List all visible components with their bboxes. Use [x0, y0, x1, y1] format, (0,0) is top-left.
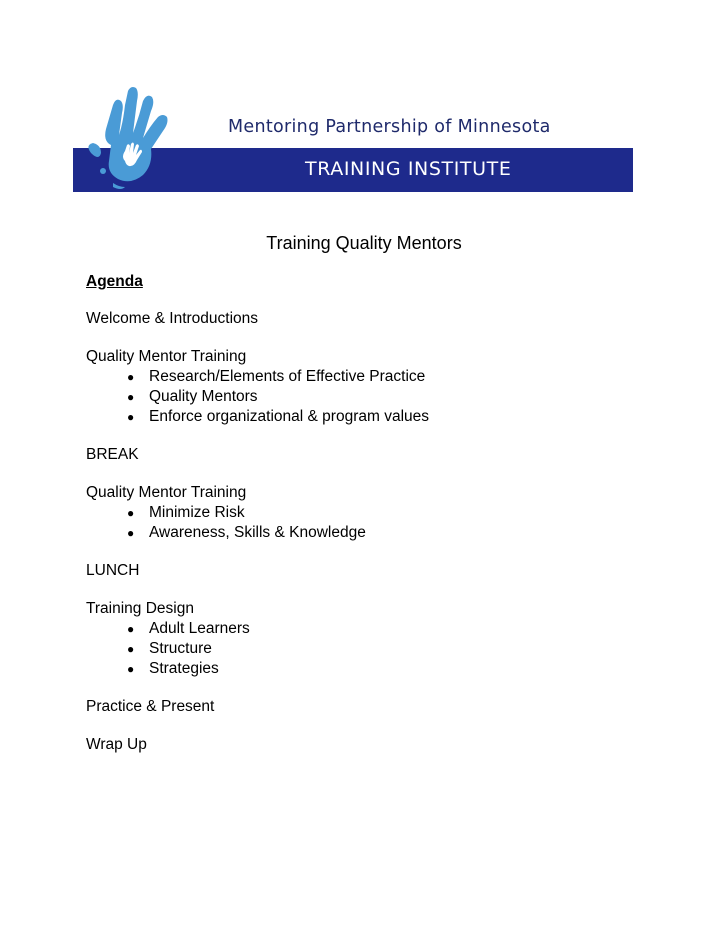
bullet-item: [86, 367, 429, 387]
agenda-section-title: Training Design: [86, 600, 194, 617]
bullet-item: [86, 659, 429, 679]
bullet-text: Awareness, Skills & Knowledge: [149, 524, 366, 541]
agenda-section: [86, 309, 429, 329]
bullet-icon: ●: [127, 622, 135, 636]
bullet-item: [86, 639, 429, 659]
hand-print-icon: [73, 83, 223, 193]
agenda-section: [86, 347, 429, 427]
bullet-item: [86, 619, 429, 639]
bullet-icon: ●: [127, 506, 135, 520]
agenda-section-title: Practice & Present: [86, 698, 215, 715]
bullet-text: Research/Elements of Effective Practice: [149, 368, 426, 385]
bullet-text: Adult Learners: [149, 620, 250, 637]
agenda-sections: [86, 309, 429, 755]
bullet-item: [86, 503, 429, 523]
bullet-list: [86, 619, 429, 679]
bullet-icon: ●: [127, 526, 135, 540]
logo-subtitle: TRAINING INSTITUTE: [305, 158, 512, 180]
agenda-section-title: Wrap Up: [86, 736, 147, 753]
agenda-section-title: Quality Mentor Training: [86, 484, 247, 501]
agenda-section: [86, 735, 429, 755]
bullet-item: [86, 407, 429, 427]
agenda-section: [86, 445, 429, 465]
bullet-icon: ●: [127, 390, 135, 404]
bullet-item: [86, 523, 429, 543]
bullet-item: [86, 387, 429, 407]
bullet-text: Strategies: [149, 660, 219, 677]
bullet-text: Minimize Risk: [149, 504, 245, 521]
agenda-content: [86, 272, 429, 773]
agenda-section-title: BREAK: [86, 446, 139, 463]
agenda-section: [86, 697, 429, 717]
page-title: Training Quality Mentors: [266, 233, 462, 253]
logo-org-name: Mentoring Partnership of Minnesota: [228, 117, 551, 137]
agenda-section: [86, 561, 429, 581]
bullet-icon: ●: [127, 642, 135, 656]
logo: [73, 83, 633, 193]
agenda-section: [86, 599, 429, 679]
bullet-list: [86, 367, 429, 427]
bullet-icon: ●: [127, 410, 135, 424]
bullet-icon: ●: [127, 662, 135, 676]
bullet-icon: ●: [127, 370, 135, 384]
agenda-section-title: Quality Mentor Training: [86, 348, 247, 365]
bullet-text: Quality Mentors: [149, 388, 258, 405]
agenda-section-title: LUNCH: [86, 562, 140, 579]
agenda-heading: Agenda: [86, 273, 143, 290]
bullet-text: Enforce organizational & program values: [149, 408, 430, 425]
agenda-section-title: Welcome & Introductions: [86, 310, 259, 327]
bullet-text: Structure: [149, 640, 212, 657]
bullet-list: [86, 503, 429, 543]
agenda-section: [86, 483, 429, 543]
